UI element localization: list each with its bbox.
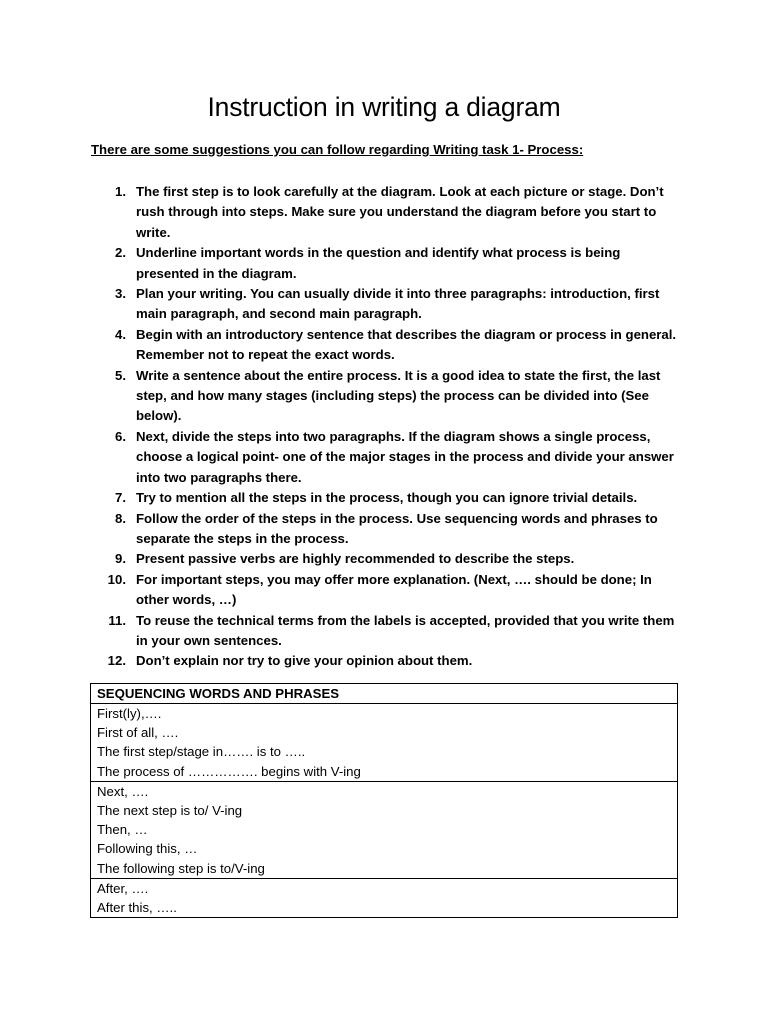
step-number: 5. — [115, 367, 126, 383]
step-text: Write a sentence about the entire process. It is a good idea to state the first, the last step, and how many stages (including steps) the process can be divided into (See below). — [136, 367, 661, 424]
step-item — [100, 549, 680, 569]
sequencing-group-cell — [91, 781, 678, 878]
step-text: The first step is to look carefully at the diagram. Look at each picture or stage. Don’t rush through into steps. Make sure you understand the diagram before you start to write. — [136, 184, 664, 240]
step-number: 1. — [115, 184, 126, 199]
step-number: 7. — [115, 490, 126, 506]
sequencing-phrase: The first step/stage in……. is to ….. — [97, 744, 306, 760]
step-item — [100, 182, 680, 243]
step-text: Next, divide the steps into two paragraphs. If the diagram shows a single process, choose a logical point- one of the major stages in the process and divide your answer into two paragraphs there. — [136, 428, 674, 485]
step-text: Begin with an introductory sentence that describes the diagram or process in general. Remember not to repeat the exact words. — [136, 326, 677, 363]
sequencing-phrase: Following this, … — [97, 841, 198, 857]
step-text: To reuse the technical terms from the labels is accepted, provided that you write them in your own sentences. — [136, 612, 675, 648]
step-item — [100, 509, 680, 550]
sequencing-table-body — [91, 704, 678, 918]
page-title: Instruction in writing a diagram — [207, 92, 561, 122]
sequencing-phrase: Then, … — [97, 822, 148, 838]
step-item — [100, 611, 680, 652]
step-text: For important steps, you may offer more explanation. (Next, …. should be done; In other words, …) — [136, 571, 652, 608]
step-number: 8. — [115, 510, 126, 526]
sequencing-phrase: The following step is to/V-ing — [97, 860, 265, 876]
sequencing-phrase: After this, ….. — [97, 900, 177, 916]
page-subtitle: There are some suggestions you can follow regarding Writing task 1- Process: — [91, 142, 584, 157]
sequencing-phrase: The process of ……………. begins with V-ing — [97, 763, 361, 779]
step-number: 12. — [107, 653, 126, 669]
step-number: 3. — [115, 286, 126, 302]
sequencing-group-row — [91, 781, 678, 878]
sequencing-phrase: Next, …. — [97, 783, 149, 799]
step-item — [100, 284, 680, 325]
steps-list — [100, 182, 680, 672]
step-number: 10. — [107, 571, 126, 587]
sequencing-phrase: After, …. — [97, 880, 149, 896]
sequencing-phrase: The next step is to/ V-ing — [97, 803, 243, 819]
step-text: Follow the order of the steps in the process. Use sequencing words and phrases to separate the steps in the process. — [136, 510, 658, 546]
sequencing-table-header-row — [91, 684, 678, 704]
sequencing-table — [90, 683, 678, 918]
step-number: 6. — [115, 428, 126, 444]
step-item — [100, 488, 680, 508]
step-item — [100, 366, 680, 427]
step-number: 2. — [115, 245, 126, 261]
step-number: 9. — [115, 551, 126, 567]
step-text: Try to mention all the steps in the process, though you can ignore trivial details. — [136, 490, 638, 506]
sequencing-phrase: First of all, …. — [97, 725, 179, 741]
step-text: Don’t explain nor try to give your opinion about them. — [136, 653, 473, 669]
step-number: 11. — [108, 612, 126, 628]
step-item — [100, 651, 680, 671]
sequencing-group-cell — [91, 704, 678, 782]
step-number: 4. — [115, 326, 126, 342]
step-item — [100, 427, 680, 488]
step-text: Plan your writing. You can usually divide it into three paragraphs: introduction, first main paragraph, and second main paragraph. — [136, 286, 660, 322]
sequencing-group-cell — [91, 878, 678, 917]
step-text: Present passive verbs are highly recommended to describe the steps. — [136, 551, 575, 567]
step-item — [100, 570, 680, 611]
step-text: Underline important words in the question and identify what process is being presented in the diagram. — [136, 245, 621, 281]
sequencing-group-row — [91, 704, 678, 782]
step-item — [100, 243, 680, 284]
sequencing-table-header: SEQUENCING WORDS AND PHRASES — [91, 684, 678, 704]
step-item — [100, 325, 680, 366]
sequencing-group-row — [91, 878, 678, 917]
sequencing-phrase: First(ly),…. — [97, 706, 162, 721]
